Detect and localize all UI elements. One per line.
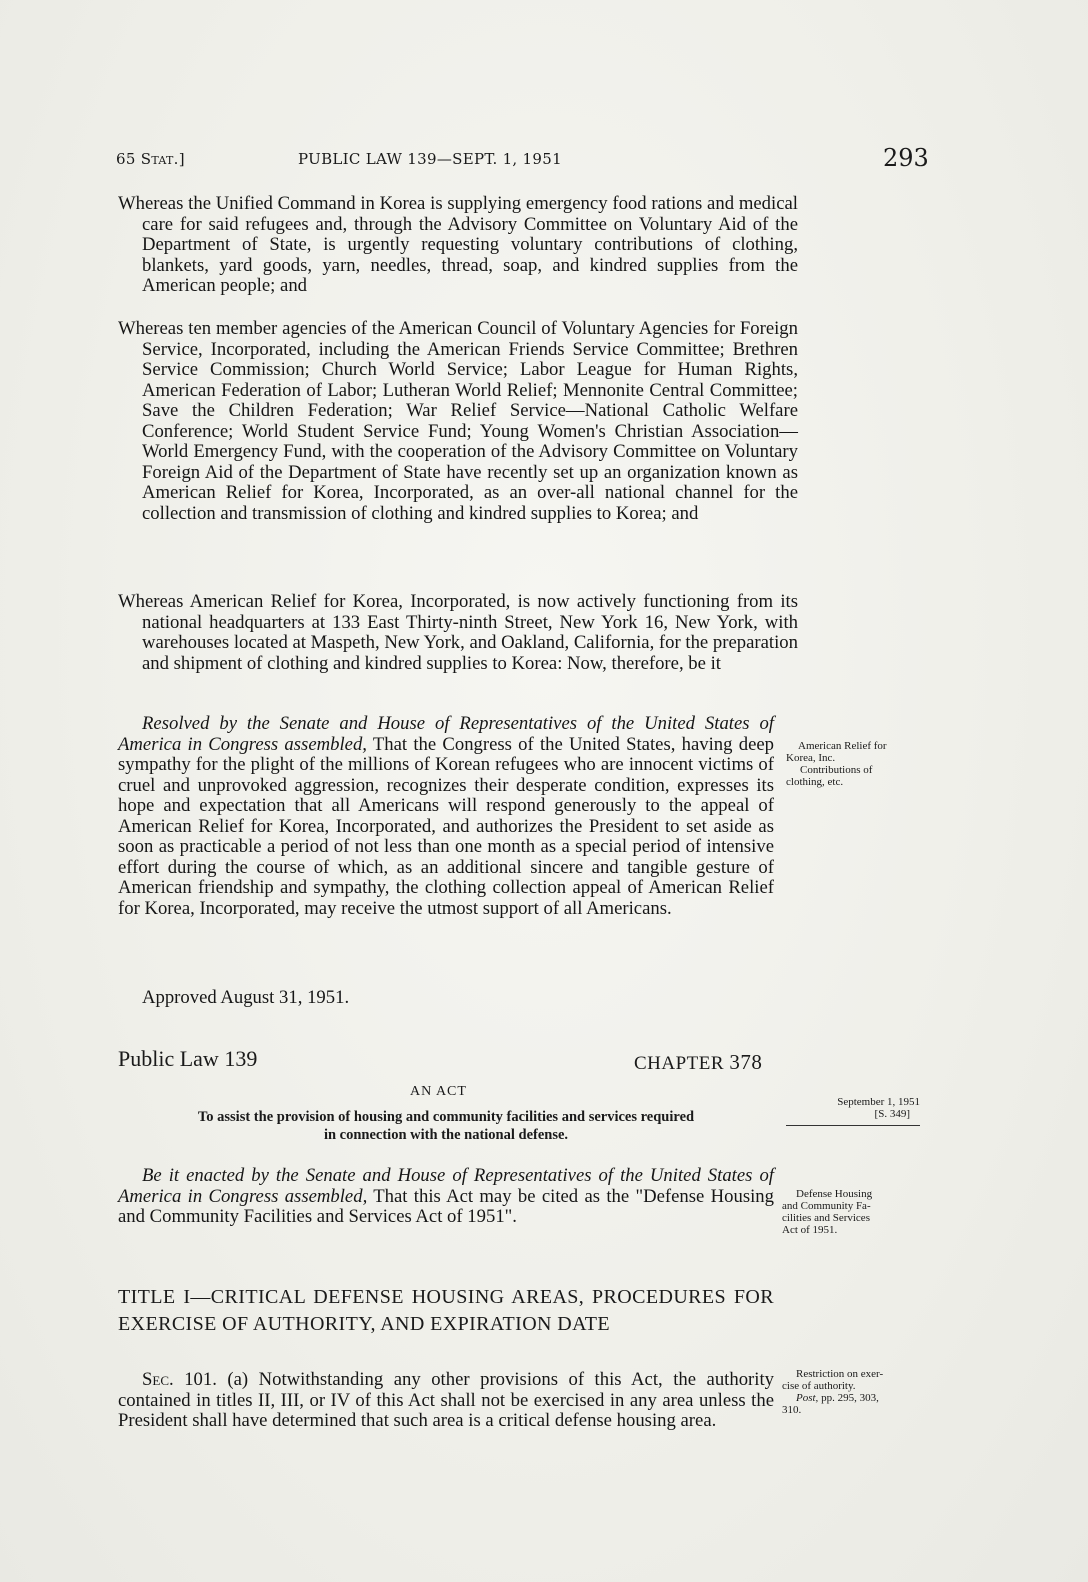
margin-note-line: Defense Housing [796, 1188, 873, 1200]
margin-note-line: Contributions of [800, 764, 873, 776]
margin-note-line: cise of authority. [782, 1380, 856, 1392]
margin-note-pages: pp. 295, 303, [818, 1392, 879, 1404]
act-purpose-line-2: in connection with the national defense. [323, 1127, 569, 1143]
chapter-number: 378 [729, 1050, 763, 1074]
chapter-label: CHAPTER [634, 1053, 725, 1074]
margin-note-line: Act of 1951. [782, 1224, 838, 1236]
margin-note-line: cilities and Services [782, 1212, 870, 1224]
margin-note-korea-relief [786, 740, 926, 788]
section-101 [118, 1370, 774, 1432]
public-law-number: Public Law 139 [118, 1046, 258, 1071]
whereas-clause-3: Whereas American Relief for Korea, Incorporated, is now actively functioning from its national headquarters at 133 East Thirty-ninth Street, New York 16, New York, with warehouses located at Maspeth, New York, and Oakland, California, for the preparation and shipment of clothing and kindred supplies to Korea: Now, therefore, be it [118, 591, 798, 674]
an-act-heading: AN ACT [410, 1084, 467, 1099]
resolving-clause [118, 714, 774, 919]
whereas-clause-1: Whereas the Unified Command in Korea is supplying emergency food rations and medical care for said refugees and, through the Advisory Committee on Voluntary Aid of the Department of State, is urgently requesting voluntary contributions of clothing, blankets, yard goods, yarn, needles, thread, soap, and kindred supplies from the American people; and [118, 193, 798, 296]
short-title-text: That this Act may be cited as the "Defense Housing and Community Facilities and Services Act of 1951". [118, 1185, 774, 1227]
whereas-clause-2: Whereas ten member agencies of the American Council of Voluntary Agencies for Foreign Service, Incorporated, including the American Friends Service Committee; Brethren Service Commission; Church World Service; Labor League for Human Rights, American Federation of Labor; Lutheran World Relief; Mennonite Central Committee; Save the Children Federation; War Relief Service—National Catholic Welfare Conference; World Student Service Fund; Young Women's Christian Association—World Emergency Fund, with the cooperation of the Advisory Committee on Voluntary Foreign Aid of the Department of State have recently set up an organization known as American Relief for Korea, Incorporated, as an over-all national channel for the collection and transmission of clothing and kindred supplies to Korea; and [118, 318, 798, 524]
statute-reference: 65 Stat.] [116, 150, 185, 168]
enacting-clause [118, 1166, 774, 1228]
act-purpose [118, 1108, 774, 1144]
margin-rule [786, 1125, 920, 1126]
margin-note-line: clothing, etc. [786, 776, 844, 788]
section-101-text: 101. (a) Notwithstanding any other provisions of this Act, the authority contained in titles II, III, or IV of this Act shall not be exercised in any area unless the President shall have determined that such area is a critical defense housing area. [118, 1369, 774, 1431]
margin-note-line: 310. [782, 1404, 802, 1416]
act-purpose-line-1: To assist the provision of housing and community facilities and services required [197, 1109, 695, 1125]
enacting-formula: Be it enacted by the Senate and House of Representatives of the United States of America in Congress assembled, [118, 1165, 774, 1207]
chapter-heading [634, 1050, 762, 1075]
page-number: 293 [883, 144, 929, 172]
margin-note-post: Post, [796, 1392, 819, 1404]
margin-note-line: Restriction on exer- [796, 1368, 884, 1380]
margin-note-line: September 1, 1951 [837, 1096, 920, 1108]
approval-date: Approved August 31, 1951. [142, 987, 350, 1008]
margin-note-short-title [782, 1188, 922, 1236]
section-label: Sec. [142, 1369, 174, 1390]
running-head: PUBLIC LAW 139—SEPT. 1, 1951 [298, 150, 562, 168]
margin-note-line: [S. 349] [874, 1108, 910, 1120]
title-heading: TITLE I—CRITICAL DEFENSE HOUSING AREAS, PROCEDURES FOR EXERCISE OF AUTHORITY, AND EXPIRATION DATE [118, 1286, 774, 1335]
margin-note-date [790, 1096, 920, 1120]
margin-note-line [782, 1392, 922, 1404]
margin-note-line: American Relief for [798, 740, 887, 752]
margin-note-line: and Community Fa- [782, 1200, 871, 1212]
margin-note-line: Korea, Inc. [786, 752, 836, 764]
margin-note-restriction [782, 1368, 922, 1416]
resolution-text: That the Congress of the United States, having deep sympathy for the plight of the millions of Korean refugees who are innocent victims of cruel and unprovoked aggression, recognizes their desperate condition, expresses its hope and expectation that all Americans will respond generously to the appeal of American Relief for Korea, Incorporated, and authorizes the President to set aside as soon as practicable a period of not less than one month as a special period of intensive effort during the course of which, as an additional sincere and tangible gesture of American friendship and sympathy, the clothing collection appeal of American Relief for Korea, Incorporated, may receive the utmost support of all Americans. [118, 733, 774, 919]
resolving-formula: Resolved by the Senate and House of Representatives of the United States of America in Congress assembled, [118, 713, 774, 755]
